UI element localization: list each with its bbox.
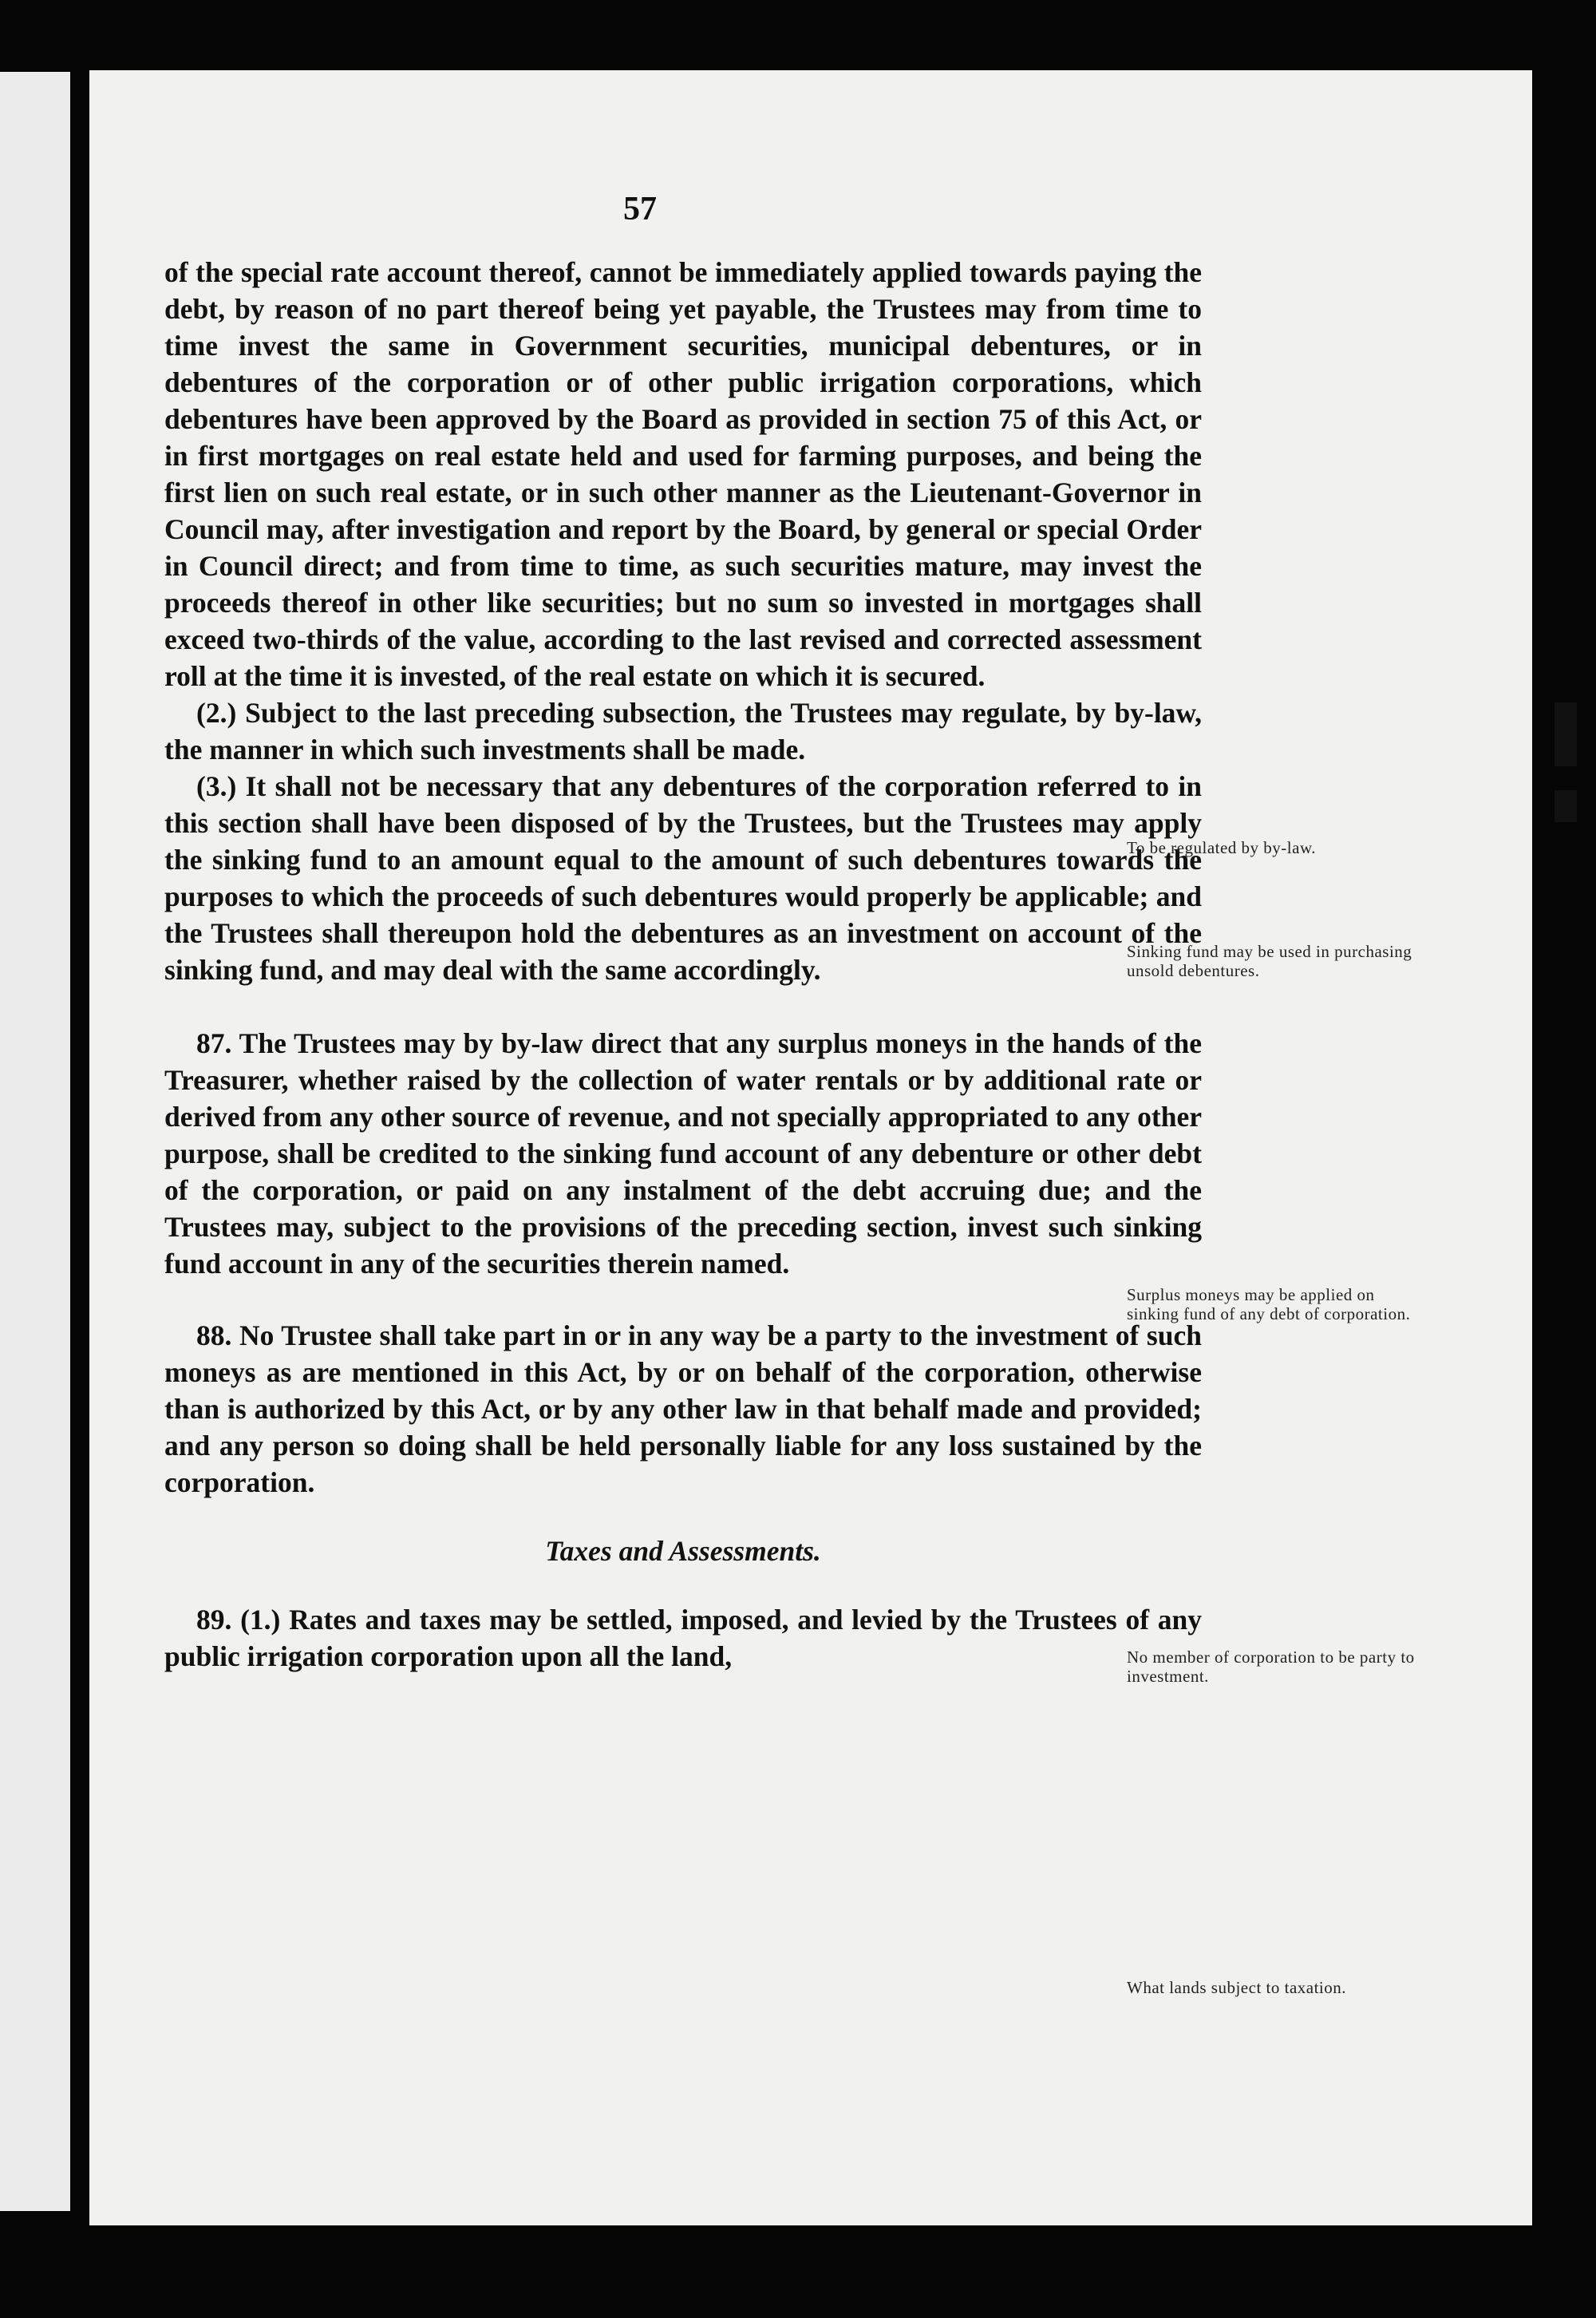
- page-number: 57: [623, 191, 657, 227]
- binding-mark: [1555, 702, 1577, 766]
- paragraph-section-89: 89. (1.) Rates and taxes may be settled, imposed, and levied by the Trustees of any public irrigation corporation upon all the land,: [164, 1604, 1202, 1672]
- section-heading: Taxes and Assessments.: [545, 1535, 821, 1567]
- paragraph-continuation: of the special rate account thereof, cannot be immediately applied towards paying the debt, by reason of no part thereof being yet payable, the Trustees may from time to time invest the same in Government securities, municipal debentures, or in debentures of the corporation or of other public irrigation corporations, which debentures have been approved by the Board as provided in section 75 of this Act, or in first mortgages on real estate held and used for farming purposes, and being the first lien on such real estate, or in such other manner as the Lieutenant-Governor in Council may, after investigation and report by the Board, by general or special Order in Council direct; and from time to time, as such securities mature, may invest the proceeds thereof in other like securities; but no sum so invested in mortgages shall exceed two-thirds of the value, according to the last revised and corrected assessment roll at the time it is invested, of the real estate on which it is secured.: [164, 256, 1202, 692]
- document-page: [89, 70, 1532, 2225]
- margin-note: Surplus moneys may be applied on sinking fund of any debt of corporation.: [1127, 1285, 1411, 1323]
- binding-mark: [1555, 790, 1577, 822]
- paragraph-subsection-2: (2.) Subject to the last preceding subsection, the Trustees may regulate, by by-law, the manner in which such investments shall be made.: [164, 697, 1202, 765]
- previous-page-edge: [0, 72, 70, 2211]
- paragraph-section-88: 88. No Trustee shall take part in or in any way be a party to the investment of such moneys as are mentioned in this Act, by or on behalf of the corporation, otherwise than is authorized by this Act, or by any other law in that behalf made and provided; and any person so doing shall be held personally liable for any loss sustained by the corporation.: [164, 1319, 1202, 1498]
- margin-note: Sinking fund may be used in purchasing unsold debentures.: [1127, 942, 1412, 980]
- paragraph-subsection-3: (3.) It shall not be necessary that any debentures of the corporation referred to in this section shall have been disposed of by the Trustees, but the Trustees may apply the sinking fund to an amount equal to the amount of such debentures towards the purposes to which the proceeds of such debentures would properly be applicable; and the Trustees shall thereupon hold the debentures as an investment on account of the sinking fund, and may deal with the same accordingly.: [164, 770, 1202, 986]
- body-text: [164, 254, 1202, 1675]
- margin-note: To be regulated by by-law.: [1127, 838, 1317, 857]
- paragraph-section-87: 87. The Trustees may by by-law direct that any surplus moneys in the hands of the Treasurer, whether raised by the collection of water rentals or by additional rate or derived from any other source of revenue, and not specially appropriated to any other purpose, shall be credited to the sinking fund account of any debenture or other debt of the corporation, or paid on any instalment of the debt accruing due; and the Trustees may, subject to the provisions of the preceding section, invest such sinking fund account in any of the securities therein named.: [164, 1027, 1202, 1280]
- margin-note: What lands subject to taxation.: [1127, 1978, 1347, 1997]
- margin-note: No member of corporation to be party to investment.: [1127, 1648, 1415, 1686]
